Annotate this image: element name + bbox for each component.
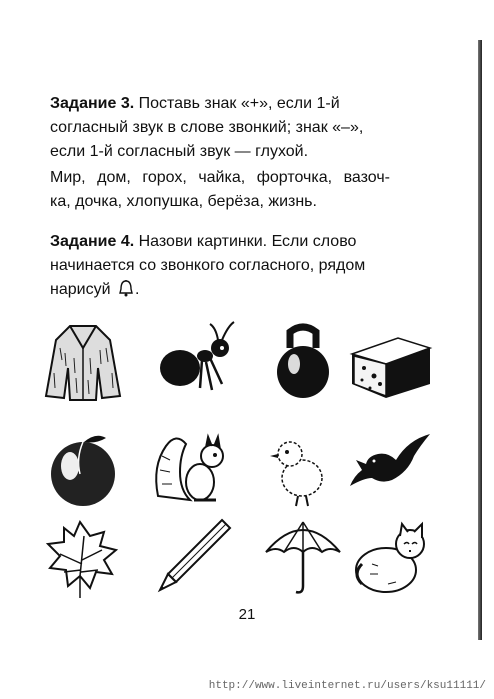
chick-icon: [260, 426, 346, 512]
swallow-icon: [348, 426, 434, 512]
task-3-line-3: если 1-й согласный звук — глухой.: [50, 143, 309, 160]
task-3-title: Задание 3.: [50, 95, 135, 112]
picture-umbrella: [260, 514, 346, 600]
cheese-icon: [348, 318, 434, 404]
word-list: [50, 166, 390, 214]
task-4-line-1: Назови картинки. Если слово: [138, 233, 357, 250]
word-list-line-1: Мир, дом, горох, чайка, форточка, вазоч-: [50, 169, 390, 186]
kettlebell-icon: [260, 318, 346, 404]
task-3-line-2: согласный звук в слове звонкий; знак «–»,: [50, 119, 364, 136]
picture-swallow: [348, 426, 434, 512]
cat-icon: [348, 514, 434, 600]
pencil-icon: [150, 514, 236, 600]
leaf-icon: [40, 514, 126, 600]
bell-icon: [117, 279, 135, 297]
task-4-title: Задание 4.: [50, 233, 135, 250]
fur-coat-icon: [40, 318, 126, 404]
task-3-line-1: Поставь знак «+», если 1-й: [138, 95, 340, 112]
ant-icon: [150, 318, 236, 404]
task-4-line-2: начинается со звонкого согласного, рядом: [50, 257, 366, 274]
picture-pencil: [150, 514, 236, 600]
picture-cat: [348, 514, 434, 600]
task-4: [50, 230, 390, 302]
picture-peach: [40, 426, 126, 512]
footer-url[interactable]: http://www.liveinternet.ru/users/ksu11111/: [208, 680, 486, 692]
peach-icon: [40, 426, 126, 512]
task-4-line-3-end: .: [134, 281, 140, 298]
picture-squirrel: [150, 426, 236, 512]
umbrella-icon: [260, 514, 346, 600]
task-3: [50, 92, 390, 164]
word-list-line-2: ка, дочка, хлопушка, берёза, жизнь.: [50, 193, 317, 210]
page-number: 21: [238, 606, 256, 623]
page-edge-shadow: [478, 40, 482, 640]
task-4-line-3: нарисуй: [50, 281, 111, 298]
picture-chick: [260, 426, 346, 512]
picture-ant: [150, 318, 236, 404]
picture-kettlebell: [260, 318, 346, 404]
picture-fur-coat: [40, 318, 126, 404]
picture-cheese: [348, 318, 434, 404]
squirrel-icon: [150, 426, 236, 512]
picture-leaf: [40, 514, 126, 600]
